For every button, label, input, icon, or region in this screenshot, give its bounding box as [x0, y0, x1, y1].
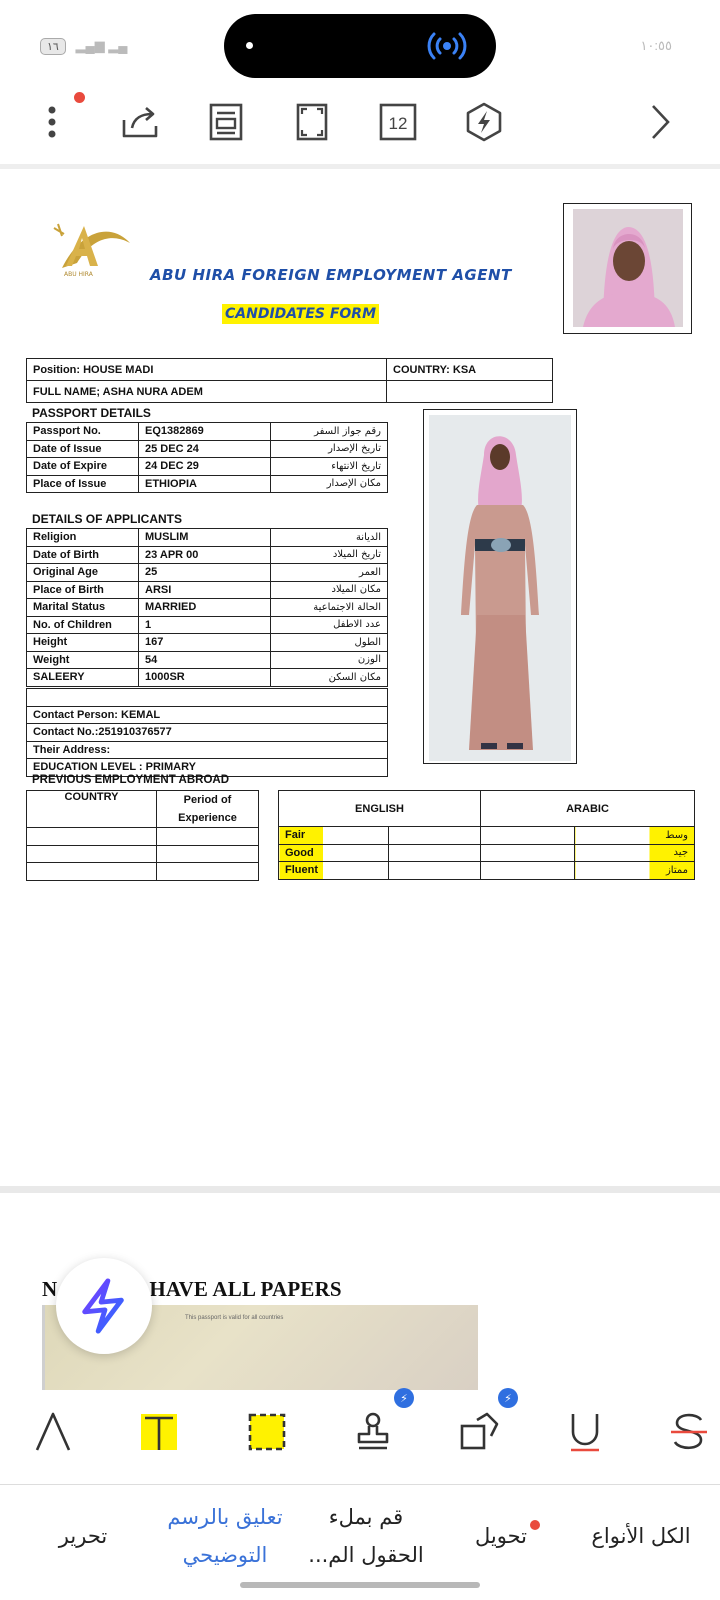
annotation-tools: [0, 1390, 720, 1482]
field-value: 25: [139, 564, 271, 582]
table-row: [27, 828, 259, 846]
logo-text: ABU HIRA: [64, 271, 93, 278]
field-label-arabic: عدد الاطفل: [271, 616, 388, 634]
field-label: Date of Expire: [27, 458, 139, 476]
table-row: [27, 529, 388, 547]
table-row: [27, 845, 259, 863]
tools-divider: [0, 1484, 720, 1485]
ai-assistant-button[interactable]: [56, 1258, 152, 1354]
table-row: [27, 741, 388, 759]
english-level: Fluent: [279, 862, 389, 880]
empty-cell: [481, 844, 575, 862]
empty-cell: [389, 862, 481, 880]
english-level: Good: [279, 844, 389, 862]
field-value: ARSI: [139, 581, 271, 599]
top-toolbar: [0, 88, 720, 160]
table-row: [27, 546, 388, 564]
field-label: Date of Issue: [27, 440, 139, 458]
table-row: [27, 423, 388, 441]
field-label-arabic: الطول: [271, 634, 388, 652]
table-row: [279, 827, 695, 845]
page2-title-end: HAVE ALL PAPERS: [149, 1277, 342, 1301]
field-value: 25 DEC 24: [139, 440, 271, 458]
table-row: [27, 359, 553, 381]
agency-name: ABU HIRA FOREIGN EMPLOYMENT AGENT: [150, 266, 512, 284]
table-row: [27, 689, 388, 707]
empty-cell: [481, 862, 575, 880]
table-row: [27, 651, 388, 669]
portrait-photo: [563, 203, 692, 334]
field-label: Religion: [27, 529, 139, 547]
portrait-illustration: [573, 209, 683, 327]
text-box-icon[interactable]: [134, 1402, 184, 1462]
home-indicator[interactable]: [240, 1582, 480, 1588]
menu-annotate[interactable]: تعليق بالرسم التوضيحي: [167, 1505, 283, 1567]
field-label-arabic: تاريخ الميلاد: [271, 546, 388, 564]
field-value: EQ1382869: [139, 423, 271, 441]
form-title: CANDIDATES FORM: [222, 304, 379, 324]
scan-text: This passport is valid for all countries: [185, 1315, 284, 1321]
table-row: [27, 863, 259, 881]
premium-badge: ⚡: [394, 1388, 414, 1408]
english-level: Fair: [279, 827, 389, 845]
country-header: COUNTRY: [27, 791, 157, 828]
arabic-header: ARABIC: [481, 791, 695, 827]
table-row: [27, 475, 388, 493]
english-header: ENGLISH: [279, 791, 481, 827]
page2-title-start: N: [42, 1277, 58, 1301]
toolbar-divider: [0, 164, 720, 169]
dynamic-island: [224, 14, 496, 78]
passport-table: [26, 422, 388, 493]
field-label: SALEERY: [27, 669, 139, 687]
field-label: Marital Status: [27, 599, 139, 617]
period-header: Period of Experience: [157, 791, 259, 828]
field-label: Height: [27, 634, 139, 652]
empty-cell: [481, 827, 575, 845]
convert-notification-dot: [530, 1520, 540, 1530]
applicant-table: [26, 528, 388, 687]
field-label-arabic: الوزن: [271, 651, 388, 669]
position-cell: Position: HOUSE MADI: [27, 359, 387, 381]
contact-table: [26, 688, 388, 777]
more-icon[interactable]: [26, 96, 78, 148]
arabic-level: جيد: [575, 844, 695, 862]
contact-cell: Contact Person: KEMAL: [27, 706, 388, 724]
prev-employment-heading: PREVIOUS EMPLOYMENT ABROAD: [32, 774, 230, 786]
field-label: Original Age: [27, 564, 139, 582]
field-value: 24 DEC 29: [139, 458, 271, 476]
contact-cell: Contact No.:251910376577: [27, 724, 388, 742]
field-label-arabic: الديانة: [271, 529, 388, 547]
contact-cell: EDUCATION LEVEL : PRIMARY: [27, 759, 388, 777]
status-bar: [0, 0, 720, 80]
field-label: Place of Issue: [27, 475, 139, 493]
field-label-arabic: مكان السكن: [271, 669, 388, 687]
battery-indicator: ١٦: [40, 38, 66, 55]
menu-all-types[interactable]: الكل الأنواع: [591, 1524, 691, 1548]
table-row: [27, 381, 553, 403]
language-table: [278, 790, 695, 880]
menu-fill-fields[interactable]: قم بملء الحقول الم...: [308, 1505, 424, 1567]
table-row: [27, 616, 388, 634]
menu-convert[interactable]: تحويل: [475, 1524, 527, 1548]
applicants-heading: DETAILS OF APPLICANTS: [32, 512, 182, 526]
table-row: [27, 458, 388, 476]
field-label-arabic: تاريخ الإصدار: [271, 440, 388, 458]
field-label: Place of Birth: [27, 581, 139, 599]
next-icon[interactable]: [634, 96, 686, 148]
table-row: [27, 706, 388, 724]
country-cell: COUNTRY: KSA: [387, 359, 553, 381]
table-row: [27, 440, 388, 458]
reader-mode-icon[interactable]: [200, 96, 252, 148]
field-label-arabic: العمر: [271, 564, 388, 582]
position-table: [26, 358, 553, 403]
table-row: [279, 862, 695, 880]
page-count-text: 12: [388, 114, 408, 133]
full-body-illustration: [429, 415, 571, 761]
arabic-level: ممتاز: [575, 862, 695, 880]
underline-icon[interactable]: [560, 1402, 610, 1462]
table-row: [27, 669, 388, 687]
page-divider: [0, 1186, 720, 1193]
table-row: [27, 599, 388, 617]
table-row: [279, 844, 695, 862]
field-label: No. of Children: [27, 616, 139, 634]
fullscreen-icon[interactable]: [286, 96, 338, 148]
notification-dot: [74, 92, 85, 103]
sparkle-icon: [75, 1277, 133, 1335]
page-count-icon[interactable]: [372, 96, 424, 148]
passport-heading: PASSPORT DETAILS: [32, 406, 151, 420]
strikethrough-icon[interactable]: [664, 1402, 714, 1462]
area-select-icon[interactable]: [242, 1402, 292, 1462]
table-row: [27, 581, 388, 599]
field-value: 23 APR 00: [139, 546, 271, 564]
field-value: 1: [139, 616, 271, 634]
field-value: 1000SR: [139, 669, 271, 687]
field-value: 167: [139, 634, 271, 652]
contact-cell: Their Address:: [27, 741, 388, 759]
full-body-photo: [423, 409, 577, 764]
field-label: Passport No.: [27, 423, 139, 441]
premium-badge: ⚡: [498, 1388, 518, 1408]
field-label-arabic: مكان الميلاد: [271, 581, 388, 599]
ai-tools-icon[interactable]: [458, 96, 510, 148]
table-row: [279, 791, 695, 827]
table-row: [27, 634, 388, 652]
camera-dot: [246, 42, 253, 49]
field-label-arabic: تاريخ الانتهاء: [271, 458, 388, 476]
shapes-icon[interactable]: [454, 1402, 504, 1462]
empty-cell: [389, 827, 481, 845]
prev-employment-table: [26, 790, 259, 881]
menu-edit[interactable]: تحرير: [58, 1524, 108, 1548]
agency-logo: [52, 218, 134, 280]
full-name-cell: FULL NAME; ASHA NURA ADEM: [27, 381, 387, 403]
table-row: [27, 724, 388, 742]
field-label-arabic: الحالة الاجتماعية: [271, 599, 388, 617]
field-label: Date of Birth: [27, 546, 139, 564]
empty-cell: [389, 844, 481, 862]
field-value: MARRIED: [139, 599, 271, 617]
empty-cell: [387, 381, 553, 403]
field-value: MUSLIM: [139, 529, 271, 547]
field-label-arabic: مكان الإصدار: [271, 475, 388, 493]
document-page[interactable]: [0, 170, 720, 1170]
table-row: [27, 791, 259, 828]
text-edit-icon[interactable]: [28, 1402, 78, 1462]
share-icon[interactable]: [114, 96, 166, 148]
arabic-level: وسط: [575, 827, 695, 845]
status-time: ١٠:٥٥: [640, 38, 672, 53]
bottom-menu: [0, 1486, 720, 1586]
broadcast-icon: [426, 30, 468, 62]
field-value: 54: [139, 651, 271, 669]
status-left: [40, 38, 127, 55]
field-label-arabic: رقم جواز السفر: [271, 423, 388, 441]
table-row: [27, 564, 388, 582]
stamp-icon[interactable]: [348, 1402, 398, 1462]
signal-icon: ▂▄▆ ▂▄: [75, 38, 128, 53]
contact-cell: [27, 689, 388, 707]
field-value: ETHIOPIA: [139, 475, 271, 493]
field-label: Weight: [27, 651, 139, 669]
